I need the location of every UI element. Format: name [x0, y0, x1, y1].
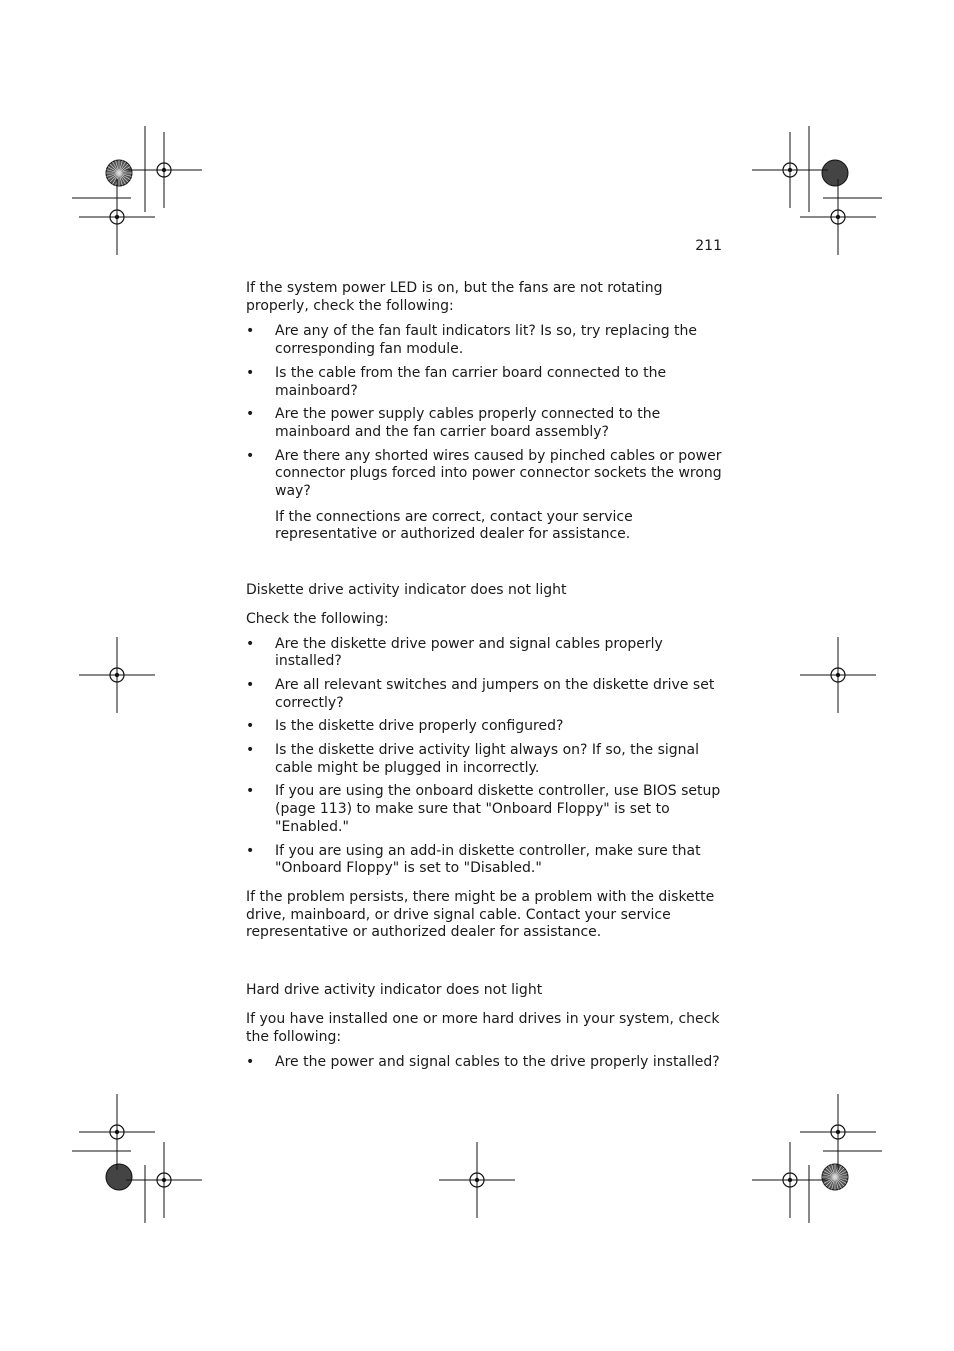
list-item: • Are all relevant switches and jumpers on the diskette drive set correctly? [246, 676, 715, 711]
list-item: • Is the diskette drive properly configured? [246, 718, 564, 735]
list-item: • Are the power supply cables properly connected to the mainboard and the fan carrier board assembly? [246, 406, 661, 440]
bullet-icon: • [246, 364, 255, 381]
page-number: 211 [695, 238, 722, 254]
bullet-icon: • [246, 718, 255, 735]
bullet-icon: • [246, 676, 255, 693]
list-item: • Is the diskette drive activity light always on? If so, the signal cable might be plugged in incorrectly. [246, 742, 699, 776]
bullet-icon: • [246, 742, 255, 759]
section-heading-harddrive: Hard drive activity indicator does not light [246, 982, 543, 999]
harddrive-lead: If you have installed one or more hard drives in your system, check the following: [246, 1010, 720, 1045]
color-bar-solid-icon [106, 1164, 132, 1190]
bullet-icon: • [246, 447, 255, 464]
fan-checklist [246, 323, 724, 500]
bullet-icon: • [246, 783, 255, 800]
section-heading-diskette: Diskette drive activity indicator does not light [246, 582, 567, 599]
diskette-checklist [246, 636, 724, 878]
list-item: • Are the diskette drive power and signal cables properly installed? [246, 635, 663, 670]
harddrive-checklist [246, 1054, 724, 1072]
bullet-icon: • [246, 1054, 255, 1071]
bullet-icon: • [246, 323, 255, 340]
bullet-icon: • [246, 842, 255, 859]
diskette-lead: Check the following: [246, 610, 389, 627]
assistance-note: If the connections are correct, contact your service representative or authorized dealer for assistance. [275, 508, 633, 543]
list-item: • If you are using the onboard diskette controller, use BIOS setup (page 113) to make sure that "Onboard Floppy" is set to "Enabled." [246, 783, 721, 835]
intro-paragraph: If the system power LED is on, but the fans are not rotating properly, check the following: [246, 280, 663, 314]
list-item: • If you are using an add-in diskette controller, make sure that "Onboard Floppy" is set to "Disabled." [246, 842, 701, 877]
list-item: • Are the power and signal cables to the drive properly installed? [246, 1054, 720, 1071]
list-item: • Are any of the fan fault indicators lit? Is so, try replacing the corresponding fan module. [246, 323, 698, 358]
diskette-closing: If the problem persists, there might be a problem with the diskette drive, mainboard, or drive signal cable. Contact your service representative or authorized dealer for assistance. [246, 888, 715, 941]
page-content [246, 280, 724, 1072]
color-bar-solid-icon [822, 160, 848, 186]
bullet-icon: • [246, 635, 255, 652]
bullet-icon: • [246, 406, 255, 423]
list-item: • Is the cable from the fan carrier board connected to the mainboard? [246, 364, 667, 399]
list-item: • Are there any shorted wires caused by pinched cables or power connector plugs forced into power connector sockets the wrong way? [246, 447, 722, 500]
